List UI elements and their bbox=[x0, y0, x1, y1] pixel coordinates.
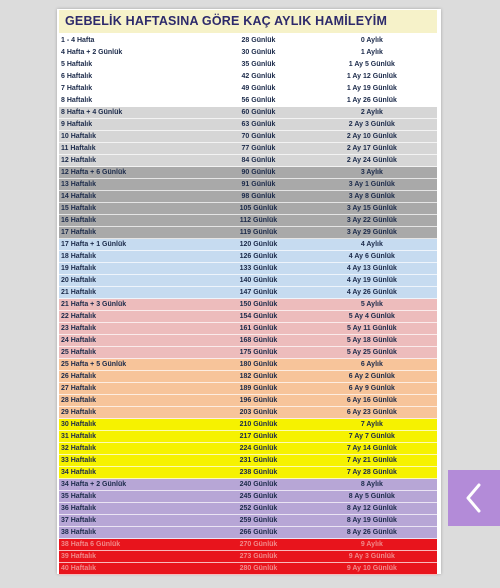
months-cell: 3 Ay 22 Günlük bbox=[346, 217, 397, 224]
months-cell: 4 Ay 26 Günlük bbox=[346, 289, 397, 296]
months-cell: 3 Aylık bbox=[360, 169, 383, 176]
days-cell: 182 Günlük bbox=[239, 373, 278, 380]
week-cell: 21 Haftalık bbox=[61, 289, 97, 296]
table-row bbox=[59, 347, 437, 359]
months-cell: 6 Ay 16 Günlük bbox=[346, 397, 397, 404]
pregnancy-chart-sheet bbox=[57, 9, 441, 574]
months-cell: 2 Ay 3 Günlük bbox=[348, 121, 395, 128]
days-cell: 49 Günlük bbox=[241, 85, 276, 92]
table-row bbox=[59, 431, 437, 443]
table-row bbox=[59, 83, 437, 95]
table-row bbox=[59, 155, 437, 167]
week-cell: 29 Haftalık bbox=[61, 409, 97, 416]
days-cell: 91 Günlük bbox=[241, 181, 276, 188]
table-row bbox=[59, 491, 437, 503]
table-row bbox=[59, 251, 437, 263]
table-row bbox=[59, 167, 437, 179]
days-cell: 140 Günlük bbox=[239, 277, 278, 284]
week-cell: 23 Haftalık bbox=[61, 325, 97, 332]
table-row bbox=[59, 131, 437, 143]
table-row bbox=[59, 143, 437, 155]
months-cell: 7 Aylık bbox=[360, 421, 383, 428]
table-row bbox=[59, 191, 437, 203]
table-row bbox=[59, 563, 437, 575]
months-cell: 2 Ay 17 Günlük bbox=[346, 145, 397, 152]
table-row bbox=[59, 107, 437, 119]
days-cell: 180 Günlük bbox=[239, 361, 278, 368]
months-cell: 7 Ay 14 Günlük bbox=[346, 445, 397, 452]
months-cell: 0 Aylık bbox=[360, 37, 383, 44]
table-row bbox=[59, 419, 437, 431]
days-cell: 56 Günlük bbox=[241, 97, 276, 104]
months-cell: 7 Ay 21 Günlük bbox=[346, 457, 397, 464]
days-cell: 119 Günlük bbox=[239, 229, 278, 236]
days-cell: 175 Günlük bbox=[239, 349, 278, 356]
days-cell: 245 Günlük bbox=[239, 493, 278, 500]
days-cell: 42 Günlük bbox=[241, 73, 276, 80]
months-cell: 7 Ay 28 Günlük bbox=[346, 469, 397, 476]
months-cell: 2 Ay 10 Günlük bbox=[346, 133, 397, 140]
months-cell: 7 Ay 7 Günlük bbox=[348, 433, 395, 440]
table-row bbox=[59, 95, 437, 107]
months-cell: 5 Ay 4 Günlük bbox=[348, 313, 395, 320]
week-cell: 16 Haftalık bbox=[61, 217, 97, 224]
table-row bbox=[59, 287, 437, 299]
week-cell: 38 Haftalık bbox=[61, 529, 97, 536]
months-cell: 9 Ay 3 Günlük bbox=[348, 553, 395, 560]
months-cell: 9 Ay 10 Günlük bbox=[346, 565, 397, 572]
days-cell: 266 Günlük bbox=[239, 529, 278, 536]
days-cell: 70 Günlük bbox=[241, 133, 276, 140]
days-cell: 270 Günlük bbox=[239, 541, 278, 548]
week-cell: 32 Haftalık bbox=[61, 445, 97, 452]
week-cell: 10 Haftalık bbox=[61, 133, 97, 140]
week-cell: 24 Haftalık bbox=[61, 337, 97, 344]
week-cell: 34 Haftalık bbox=[61, 469, 97, 476]
days-cell: 126 Günlük bbox=[239, 253, 278, 260]
table-row bbox=[59, 311, 437, 323]
week-cell: 11 Haftalık bbox=[61, 145, 96, 152]
table-row bbox=[59, 203, 437, 215]
days-cell: 28 Günlük bbox=[241, 37, 276, 44]
months-cell: 1 Ay 12 Günlük bbox=[346, 73, 397, 80]
months-cell: 4 Aylık bbox=[360, 241, 383, 248]
days-cell: 84 Günlük bbox=[241, 157, 276, 164]
table-row bbox=[59, 455, 437, 467]
table-row bbox=[59, 71, 437, 83]
table-row bbox=[59, 335, 437, 347]
months-cell: 5 Ay 18 Günlük bbox=[346, 337, 397, 344]
table-row bbox=[59, 527, 437, 539]
week-cell: 28 Haftalık bbox=[61, 397, 97, 404]
table-row bbox=[59, 275, 437, 287]
months-cell: 6 Ay 2 Günlük bbox=[348, 373, 395, 380]
table-row bbox=[59, 119, 437, 131]
days-cell: 98 Günlük bbox=[241, 193, 276, 200]
previous-button[interactable] bbox=[448, 470, 500, 526]
table-row bbox=[59, 551, 437, 563]
days-cell: 224 Günlük bbox=[239, 445, 278, 452]
pregnancy-table bbox=[59, 35, 437, 575]
week-cell: 27 Haftalık bbox=[61, 385, 97, 392]
week-cell: 19 Haftalık bbox=[61, 265, 97, 272]
days-cell: 150 Günlük bbox=[239, 301, 278, 308]
week-cell: 6 Haftalık bbox=[61, 73, 93, 80]
week-cell: 4 Hafta + 2 Günlük bbox=[61, 49, 123, 56]
days-cell: 252 Günlük bbox=[239, 505, 278, 512]
months-cell: 4 Ay 13 Günlük bbox=[346, 265, 397, 272]
table-row bbox=[59, 383, 437, 395]
week-cell: 38 Hafta 6 Günlük bbox=[61, 541, 121, 548]
week-cell: 1 - 4 Hafta bbox=[61, 37, 95, 44]
table-row bbox=[59, 323, 437, 335]
months-cell: 4 Ay 19 Günlük bbox=[346, 277, 397, 284]
table-row bbox=[59, 479, 437, 491]
days-cell: 112 Günlük bbox=[239, 217, 278, 224]
months-cell: 8 Ay 12 Günlük bbox=[346, 505, 397, 512]
week-cell: 9 Haftalık bbox=[61, 121, 93, 128]
days-cell: 238 Günlük bbox=[239, 469, 278, 476]
months-cell: 3 Ay 15 Günlük bbox=[346, 205, 397, 212]
days-cell: 161 Günlük bbox=[239, 325, 278, 332]
days-cell: 133 Günlük bbox=[239, 265, 278, 272]
days-cell: 240 Günlük bbox=[239, 481, 278, 488]
days-cell: 120 Günlük bbox=[239, 241, 278, 248]
days-cell: 231 Günlük bbox=[239, 457, 278, 464]
week-cell: 37 Haftalık bbox=[61, 517, 97, 524]
week-cell: 25 Hafta + 5 Günlük bbox=[61, 361, 127, 368]
table-row bbox=[59, 359, 437, 371]
table-row bbox=[59, 539, 437, 551]
table-row bbox=[59, 47, 437, 59]
week-cell: 14 Haftalık bbox=[61, 193, 97, 200]
week-cell: 35 Haftalık bbox=[61, 493, 97, 500]
table-row bbox=[59, 239, 437, 251]
week-cell: 17 Haftalık bbox=[61, 229, 97, 236]
days-cell: 105 Günlük bbox=[239, 205, 278, 212]
week-cell: 8 Hafta + 4 Günlük bbox=[61, 109, 123, 116]
week-cell: 5 Haftalık bbox=[61, 61, 93, 68]
days-cell: 147 Günlük bbox=[239, 289, 278, 296]
week-cell: 30 Haftalık bbox=[61, 421, 97, 428]
week-cell: 17 Hafta + 1 Günlük bbox=[61, 241, 127, 248]
days-cell: 90 Günlük bbox=[241, 169, 276, 176]
months-cell: 5 Aylık bbox=[360, 301, 383, 308]
table-row bbox=[59, 263, 437, 275]
months-cell: 5 Ay 25 Günlük bbox=[346, 349, 397, 356]
days-cell: 60 Günlük bbox=[241, 109, 276, 116]
week-cell: 15 Haftalık bbox=[61, 205, 97, 212]
chart-title: GEBELİK HAFTASINA GÖRE KAÇ AYLIK HAMİLEYİM bbox=[59, 10, 437, 33]
months-cell: 1 Ay 19 Günlük bbox=[346, 85, 397, 92]
table-row bbox=[59, 59, 437, 71]
months-cell: 8 Ay 26 Günlük bbox=[346, 529, 397, 536]
months-cell: 5 Ay 11 Günlük bbox=[347, 325, 397, 332]
week-cell: 7 Haftalık bbox=[61, 85, 93, 92]
week-cell: 34 Hafta + 2 Günlük bbox=[61, 481, 127, 488]
months-cell: 6 Ay 9 Günlük bbox=[348, 385, 395, 392]
table-row bbox=[59, 395, 437, 407]
table-row bbox=[59, 179, 437, 191]
table-row bbox=[59, 215, 437, 227]
months-cell: 2 Aylık bbox=[360, 109, 383, 116]
months-cell: 2 Ay 24 Günlük bbox=[346, 157, 397, 164]
days-cell: 259 Günlük bbox=[239, 517, 278, 524]
days-cell: 77 Günlük bbox=[241, 145, 276, 152]
chevron-left-icon bbox=[463, 482, 485, 514]
week-cell: 36 Haftalık bbox=[61, 505, 97, 512]
months-cell: 9 Aylık bbox=[360, 541, 383, 548]
days-cell: 154 Günlük bbox=[239, 313, 278, 320]
table-row bbox=[59, 227, 437, 239]
months-cell: 1 Aylık bbox=[360, 49, 383, 56]
months-cell: 6 Aylık bbox=[360, 361, 383, 368]
week-cell: 13 Haftalık bbox=[61, 181, 97, 188]
months-cell: 1 Ay 26 Günlük bbox=[346, 97, 397, 104]
table-row bbox=[59, 371, 437, 383]
table-row bbox=[59, 407, 437, 419]
months-cell: 4 Ay 6 Günlük bbox=[348, 253, 395, 260]
week-cell: 12 Hafta + 6 Günlük bbox=[61, 169, 127, 176]
week-cell: 21 Hafta + 3 Günlük bbox=[61, 301, 127, 308]
days-cell: 280 Günlük bbox=[239, 565, 278, 572]
week-cell: 12 Haftalık bbox=[61, 157, 97, 164]
months-cell: 8 Ay 19 Günlük bbox=[346, 517, 397, 524]
week-cell: 40 Haftalık bbox=[61, 565, 97, 572]
days-cell: 189 Günlük bbox=[239, 385, 278, 392]
days-cell: 273 Günlük bbox=[239, 553, 278, 560]
days-cell: 217 Günlük bbox=[239, 433, 278, 440]
week-cell: 26 Haftalık bbox=[61, 373, 97, 380]
week-cell: 39 Haftalık bbox=[61, 553, 97, 560]
week-cell: 31 Haftalık bbox=[61, 433, 97, 440]
days-cell: 168 Günlük bbox=[239, 337, 278, 344]
week-cell: 22 Haftalık bbox=[61, 313, 97, 320]
months-cell: 6 Ay 23 Günlük bbox=[346, 409, 397, 416]
days-cell: 35 Günlük bbox=[241, 61, 276, 68]
months-cell: 8 Ay 5 Günlük bbox=[348, 493, 395, 500]
days-cell: 196 Günlük bbox=[239, 397, 278, 404]
table-row bbox=[59, 503, 437, 515]
months-cell: 3 Ay 1 Günlük bbox=[348, 181, 395, 188]
table-row bbox=[59, 299, 437, 311]
months-cell: 3 Ay 8 Günlük bbox=[348, 193, 395, 200]
table-row bbox=[59, 467, 437, 479]
week-cell: 18 Haftalık bbox=[61, 253, 97, 260]
months-cell: 8 Aylık bbox=[360, 481, 383, 488]
days-cell: 210 Günlük bbox=[239, 421, 278, 428]
week-cell: 25 Haftalık bbox=[61, 349, 97, 356]
table-row bbox=[59, 515, 437, 527]
table-row bbox=[59, 443, 437, 455]
table-row bbox=[59, 35, 437, 47]
months-cell: 3 Ay 29 Günlük bbox=[346, 229, 397, 236]
months-cell: 1 Ay 5 Günlük bbox=[348, 61, 395, 68]
days-cell: 63 Günlük bbox=[241, 121, 276, 128]
days-cell: 30 Günlük bbox=[241, 49, 276, 56]
days-cell: 203 Günlük bbox=[239, 409, 278, 416]
week-cell: 33 Haftalık bbox=[61, 457, 97, 464]
week-cell: 20 Haftalık bbox=[61, 277, 97, 284]
week-cell: 8 Haftalık bbox=[61, 97, 93, 104]
